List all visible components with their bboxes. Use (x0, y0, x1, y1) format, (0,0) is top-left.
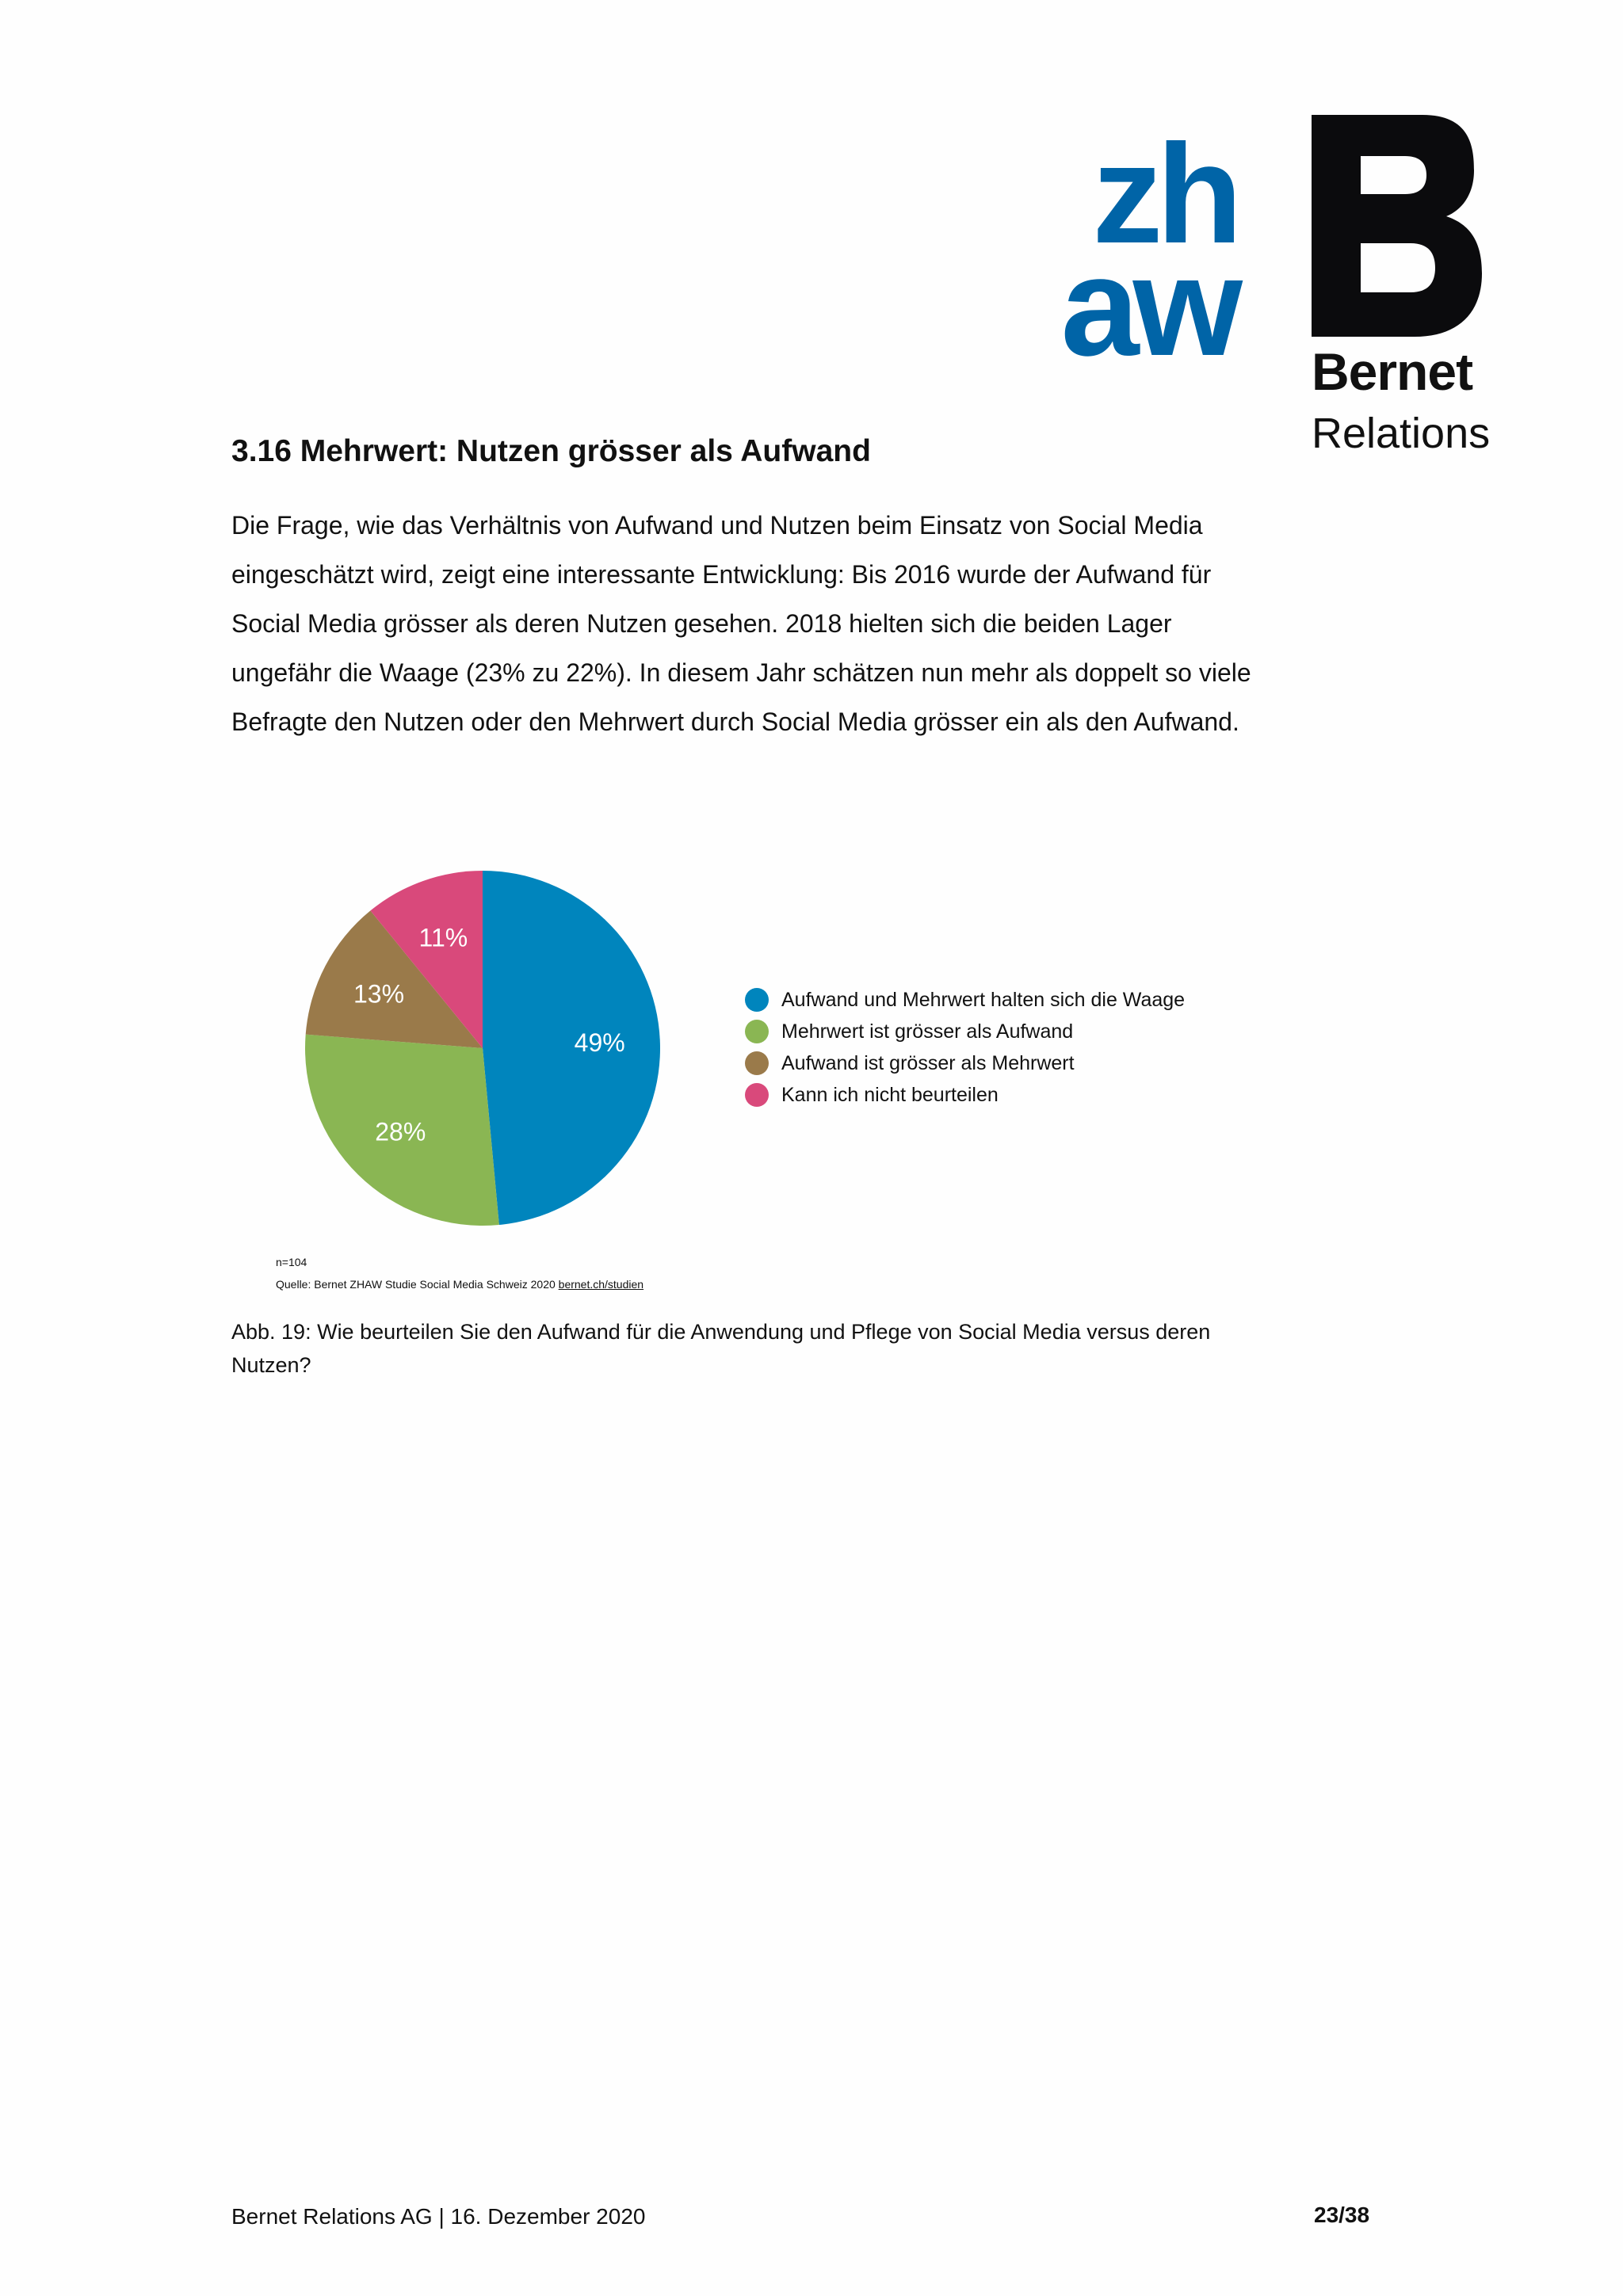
page-number: 23/38 (1314, 2203, 1370, 2227)
zhaw-logo (1030, 115, 1236, 385)
zhaw-logo-line2: aw (1060, 227, 1236, 385)
pie-slice-label: 11% (418, 923, 468, 952)
legend-label: Aufwand ist grösser als Mehrwert (781, 1051, 1075, 1074)
source-link[interactable]: bernet.ch/studien (558, 1278, 644, 1291)
pie-slice (483, 871, 660, 1225)
pie-slice-label: 13% (353, 979, 405, 1009)
pie-chart (301, 864, 682, 1236)
legend-item (745, 1079, 1185, 1111)
legend-swatch (745, 1051, 769, 1075)
bernet-logo-name: Bernet (1312, 342, 1473, 401)
legend-item (745, 1047, 1185, 1079)
figure-caption: Abb. 19: Wie beurteilen Sie den Aufwand für die Anwendung und Pflege von Social Media versus deren Nutzen? (231, 1320, 1211, 1377)
legend-swatch (745, 988, 769, 1012)
legend-item (745, 984, 1185, 1016)
legend-swatch (745, 1020, 769, 1043)
source-text: Quelle: Bernet ZHAW Studie Social Media Schweiz 2020 (276, 1278, 556, 1291)
pie-slice-label: 49% (574, 1028, 625, 1058)
section-heading: 3.16 Mehrwert: Nutzen grösser als Aufwand (231, 434, 871, 468)
intro-paragraph: Die Frage, wie das Verhältnis von Aufwand und Nutzen beim Einsatz von Social Media eingeschätzt wird, zeigt eine interessante Entwicklung: Bis 2016 wurde der Aufwand für Social Media grösser als deren Nutzen gesehen. 2018 hielten sich die beiden Lager ungefähr die Waage (23% zu 22%). In diesem Jahr schätzen nun mehr als doppelt so viele Befragte den Nutzen oder den Mehrwert durch Social Media grösser ein als den Aufwand. (231, 511, 1251, 736)
bernet-logo-subtitle: Relations (1312, 410, 1491, 457)
legend-swatch (745, 1083, 769, 1107)
zhaw-logo-line1: zh (1092, 115, 1236, 273)
source-note (276, 1278, 643, 1291)
pie-slice-label: 28% (375, 1117, 426, 1146)
footer-text: Bernet Relations AG | 16. Dezember 2020 (231, 2204, 646, 2229)
legend-label: Kann ich nicht beurteilen (781, 1083, 999, 1106)
legend-label: Aufwand und Mehrwert halten sich die Waage (781, 988, 1186, 1011)
bernet-b-logo (1312, 115, 1482, 337)
legend-item (745, 1016, 1185, 1047)
legend-label: Mehrwert ist grösser als Aufwand (781, 1020, 1074, 1043)
sample-size-note: n=104 (276, 1256, 307, 1268)
chart-legend (745, 984, 1185, 1111)
